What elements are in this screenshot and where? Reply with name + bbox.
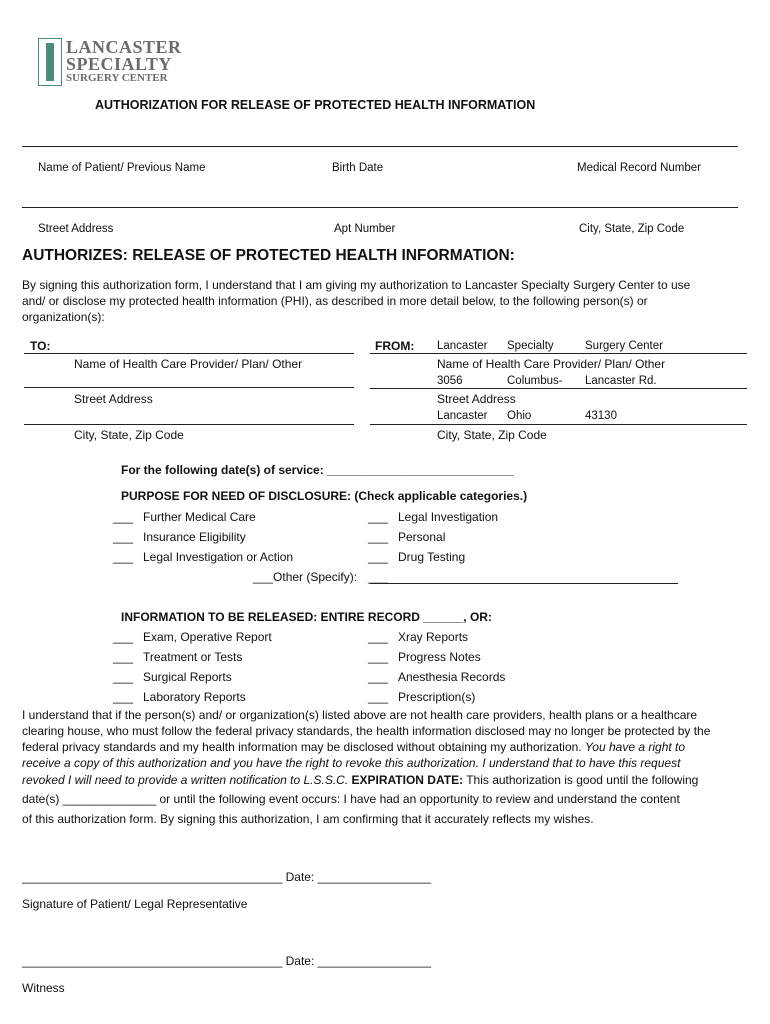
purpose-right-0: Legal Investigation xyxy=(398,510,499,524)
from-street-label: Street Address xyxy=(437,392,516,406)
info-right-3: Prescription(s) xyxy=(398,690,476,704)
understand-line-6: date(s) ______________ or until the following event occurs: I have had an opportunity to review and understand the content xyxy=(22,792,680,806)
section-heading: AUTHORIZES: RELEASE OF PROTECTED HEALTH INFORMATION: xyxy=(22,247,515,264)
from-city-line xyxy=(370,424,747,425)
from-city-label: City, State, Zip Code xyxy=(437,428,547,442)
info-left-0: Exam, Operative Report xyxy=(143,630,272,644)
understand-line-2: clearing house, who must follow the federal privacy standards, the health information disclosed may no longer be protected by the xyxy=(22,724,711,738)
purpose-checkbox[interactable]: ___ xyxy=(368,570,389,584)
info-right-2: Anesthesia Records xyxy=(398,670,506,684)
understand-line-5a: revoked I will need to provide a written notification to L.S.S.C. xyxy=(22,773,352,787)
city-state-zip-label: City, State, Zip Code xyxy=(579,223,685,235)
logo-mark-icon xyxy=(38,38,62,86)
info-checkbox[interactable]: ___ xyxy=(368,630,389,644)
info-left-1: Treatment or Tests xyxy=(143,650,243,664)
purpose-left-2: Legal Investigation or Action xyxy=(143,550,294,564)
signature-field[interactable]: _______________________________________ Date: _________________ xyxy=(22,870,432,884)
info-left-2: Surgical Reports xyxy=(143,670,232,684)
patient-name-line[interactable] xyxy=(22,146,738,147)
info-checkbox[interactable]: ___ xyxy=(368,670,389,684)
purpose-left-0: Further Medical Care xyxy=(143,510,256,524)
purpose-left-1: Insurance Eligibility xyxy=(143,530,246,544)
dates-of-service-field[interactable]: For the following date(s) of service: ____________________________ xyxy=(121,463,514,477)
understand-line-3 xyxy=(22,740,685,754)
witness-field[interactable]: _______________________________________ Date: _________________ xyxy=(22,954,432,968)
intro-line-2: and/ or disclose my protected health information (PHI), as described in more detail below, to the following person(s) or xyxy=(22,294,648,308)
purpose-other-line[interactable] xyxy=(370,583,678,584)
understand-line-5c: This authorization is good until the following xyxy=(463,773,699,787)
from-provider-label: Name of Health Care Provider/ Plan/ Other xyxy=(437,357,666,371)
apt-number-label: Apt Number xyxy=(334,223,396,235)
understand-line-3a: federal privacy standards and my health information may be disclosed without obtaining my authorization. xyxy=(22,740,585,754)
purpose-checkbox[interactable]: ___ xyxy=(368,550,389,564)
birth-date-label: Birth Date xyxy=(332,162,384,174)
medical-record-label: Medical Record Number xyxy=(577,162,701,174)
to-street-line[interactable] xyxy=(24,387,354,388)
from-city-part-2: Ohio xyxy=(507,410,532,422)
understand-line-1: I understand that if the person(s) and/ or organization(s) listed above are not health care providers, health plans or a healthcare xyxy=(22,708,698,722)
to-label: TO: xyxy=(30,339,51,353)
info-heading: INFORMATION TO BE RELEASED: ENTIRE RECORD ______, OR: xyxy=(121,610,492,624)
from-name-part-3: Surgery Center xyxy=(585,340,663,352)
info-checkbox[interactable]: ___ xyxy=(113,690,134,704)
logo-line-3: SURGERY CENTER xyxy=(66,72,168,84)
logo-line-2: SPECIALTY xyxy=(66,54,172,74)
purpose-checkbox[interactable]: ___ xyxy=(113,530,134,544)
to-city-label: City, State, Zip Code xyxy=(74,428,184,442)
document-title: AUTHORIZATION FOR RELEASE OF PROTECTED HEALTH INFORMATION xyxy=(95,98,536,112)
street-address-label: Street Address xyxy=(38,223,114,235)
to-street-label: Street Address xyxy=(74,392,153,406)
intro-line-3: organization(s): xyxy=(22,310,105,324)
from-street-part-3: Lancaster Rd. xyxy=(585,375,657,387)
understand-line-4: receive a copy of this authorization and you have the right to revoke this authorization. I understand that to have this request xyxy=(22,756,681,770)
from-provider-line xyxy=(370,353,747,354)
purpose-other-label[interactable]: ___Other (Specify): xyxy=(253,570,358,584)
logo-line-1: LANCASTER xyxy=(66,37,182,57)
from-street-line xyxy=(370,388,747,389)
patient-name-label: Name of Patient/ Previous Name xyxy=(38,162,206,174)
logo xyxy=(38,37,182,88)
info-checkbox[interactable]: ___ xyxy=(113,630,134,644)
purpose-checkbox[interactable]: ___ xyxy=(368,530,389,544)
from-name-part-1: Lancaster xyxy=(437,340,488,352)
street-address-line[interactable] xyxy=(22,207,738,208)
purpose-checkbox[interactable]: ___ xyxy=(368,510,389,524)
info-checkbox[interactable]: ___ xyxy=(368,690,389,704)
info-left-3: Laboratory Reports xyxy=(143,690,246,704)
to-provider-label: Name of Health Care Provider/ Plan/ Other xyxy=(74,357,303,371)
to-provider-line[interactable] xyxy=(24,353,354,354)
signature-label: Signature of Patient/ Legal Representative xyxy=(22,897,248,911)
purpose-checkbox[interactable]: ___ xyxy=(113,550,134,564)
from-city-part-3: 43130 xyxy=(585,410,617,422)
expiration-date-label: EXPIRATION DATE: xyxy=(351,773,464,787)
purpose-right-2: Drug Testing xyxy=(398,550,466,564)
understand-line-7: of this authorization form. By signing this authorization, I am confirming that it accurately reflects my wishes. xyxy=(22,812,594,826)
info-checkbox[interactable]: ___ xyxy=(368,650,389,664)
understand-line-5 xyxy=(22,773,698,787)
purpose-checkbox[interactable]: ___ xyxy=(113,510,134,524)
to-city-line[interactable] xyxy=(24,424,354,425)
info-right-0: Xray Reports xyxy=(398,630,469,644)
from-label: FROM: xyxy=(375,339,415,353)
info-checkbox[interactable]: ___ xyxy=(113,670,134,684)
from-street-part-1: 3056 xyxy=(437,375,463,387)
info-checkbox[interactable]: ___ xyxy=(113,650,134,664)
from-street-part-2: Columbus- xyxy=(507,375,563,387)
purpose-heading: PURPOSE FOR NEED OF DISCLOSURE: (Check applicable categories.) xyxy=(121,489,528,503)
from-city-part-1: Lancaster xyxy=(437,410,488,422)
intro-line-1: By signing this authorization form, I understand that I am giving my authorization to Lancaster Specialty Surgery Center to use xyxy=(22,278,691,292)
info-right-1: Progress Notes xyxy=(398,650,481,664)
witness-label: Witness xyxy=(22,981,65,995)
purpose-right-1: Personal xyxy=(398,530,446,544)
from-name-part-2: Specialty xyxy=(507,340,554,352)
understand-line-3b: You have a right to xyxy=(584,740,686,754)
